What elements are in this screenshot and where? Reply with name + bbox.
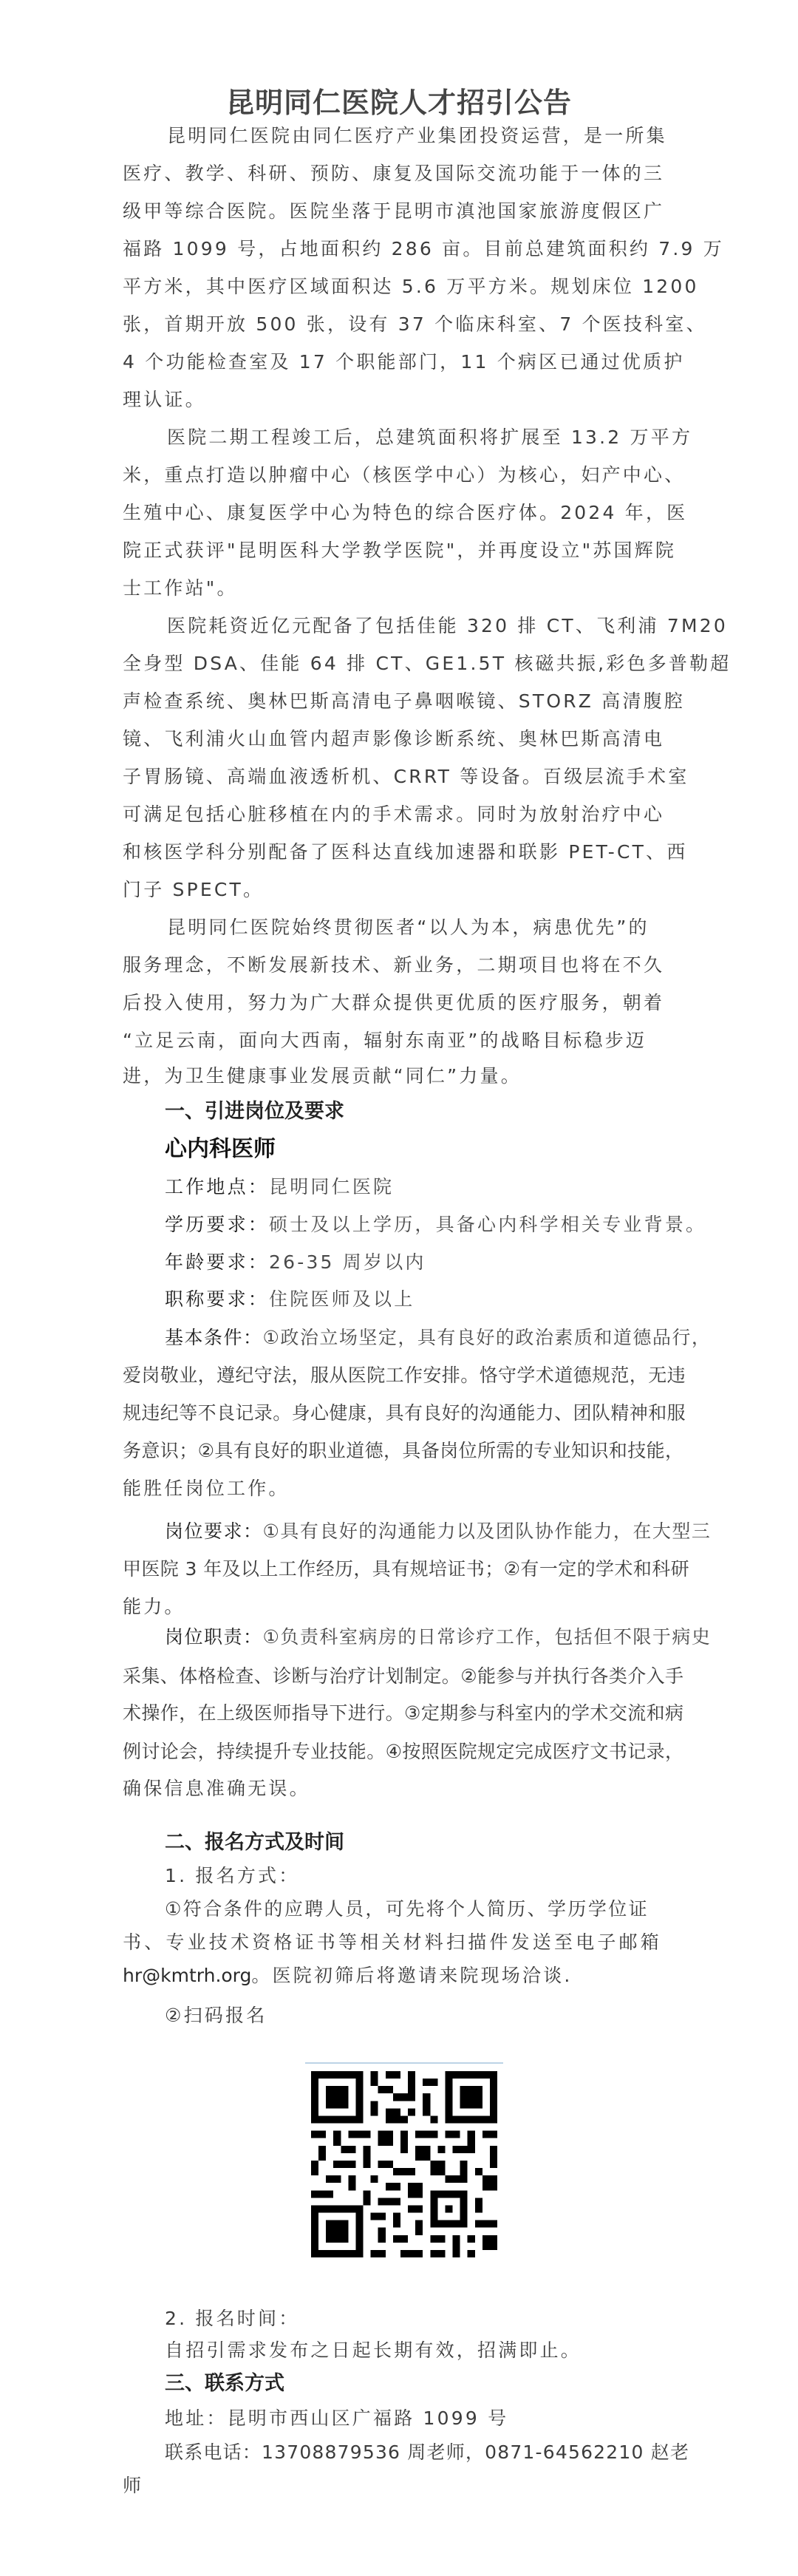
registration-method1-line: 书、专业技术资格证书等相关材料扫描件发送至电子邮箱 <box>123 1931 663 1953</box>
section-heading-contact: 三、联系方式 <box>165 2372 284 2395</box>
field-label: 岗位职责： <box>165 1626 263 1648</box>
field-label: 学历要求： <box>165 1214 270 1235</box>
intro-p2-line: 医院二期工程竣工后，总建筑面积将扩展至 13.2 万平方 <box>167 426 693 448</box>
intro-p4-line: 进，为卫生健康事业发展贡献“同仁”力量。 <box>123 1065 522 1087</box>
page-title: 昆明同仁医院人才招引公告 <box>225 86 572 119</box>
intro-p3-line: 全身型 DSA、佳能 64 排 CT、GE1.5T 核磁共振,彩色多普勒超 <box>123 653 732 674</box>
basic-conditions-line: 能胜任岗位工作。 <box>123 1478 290 1499</box>
field-label: 职称要求： <box>165 1288 270 1310</box>
contact-phone: 联系电话：13708879536 周老师，0871-64562210 赵老 <box>165 2441 690 2463</box>
job-duties-line: 确保信息准确无误。 <box>123 1778 310 1799</box>
basic-conditions-line: 爱岗敬业，遵纪守法，服从医院工作安排。恪守学术道德规范，无违 <box>123 1365 686 1386</box>
field-value: 昆明同仁医院 <box>269 1176 395 1197</box>
intro-p4-line: 昆明同仁医院始终贯彻医者“以人为本，病患优先”的 <box>167 917 649 938</box>
field-label: 工作地点： <box>165 1176 270 1197</box>
job-duties-line <box>165 1625 720 1649</box>
intro-p2-line: 院正式获评"昆明医科大学教学医院"，并再度设立"苏国辉院 <box>123 540 677 561</box>
intro-p1-line: 级甲等综合医院。医院坐落于昆明市滇池国家旅游度假区广 <box>123 200 665 222</box>
intro-p2-line: 米，重点打造以肿瘤中心（核医学中心）为核心，妇产中心、 <box>123 464 686 486</box>
basic-conditions-line: 规违纪等不良记录。身心健康，具有良好的沟通能力、团队精神和服 <box>123 1402 686 1424</box>
intro-p1-line: 4 个功能检查室及 17 个职能部门，11 个病区已通过优质护 <box>123 351 685 373</box>
contact-phone-cont: 师 <box>123 2475 144 2496</box>
field-value: ①具有良好的沟通能力以及团队协作能力，在大型三 <box>262 1520 712 1542</box>
registration-email-line <box>123 1964 678 1988</box>
intro-p1-line: 福路 1099 号，占地面积约 286 亩。目前总建筑面积约 7.9 万 <box>123 238 724 259</box>
field-work-location <box>165 1175 720 1199</box>
intro-p3-line: 子胃肠镜、高端血液透析机、CRRT 等设备。百级层流手术室 <box>123 766 689 787</box>
email-link[interactable]: hr@kmtrh.org <box>123 1965 252 1986</box>
section-heading-positions: 一、引进岗位及要求 <box>165 1100 344 1123</box>
job-duties-line: 例讨论会，持续提升专业技能。④按照医院规定完成医疗文书记录， <box>123 1741 684 1762</box>
intro-p3-line: 声检查系统、奥林巴斯高清电子鼻咽喉镜、STORZ 高清腹腔 <box>123 690 686 712</box>
registration-method1-line: ①符合条件的应聘人员，可先将个人简历、学历学位证 <box>165 1898 649 1920</box>
registration-method2: ②扫码报名 <box>165 2005 267 2026</box>
intro-p2-line: 生殖中心、康复医学中心为特色的综合医疗体。2024 年，医 <box>123 502 688 523</box>
basic-conditions-line: 务意识；②具有良好的职业道德，具备岗位所需的专业知识和技能， <box>123 1440 684 1461</box>
field-value: 26-35 周岁以内 <box>269 1251 426 1273</box>
field-title-req <box>165 1288 720 1311</box>
position-title: 心内科医师 <box>165 1136 276 1162</box>
field-age <box>165 1251 720 1274</box>
intro-p4-line: 服务理念，不断发展新技术、新业务，二期项目也将在不久 <box>123 954 665 976</box>
intro-p1-line: 张，首期开放 500 张，设有 37 个临床科室、7 个医技科室、 <box>123 313 707 335</box>
field-label: 岗位要求： <box>165 1520 263 1542</box>
intro-p3-line: 和核医学科分别配备了医科达直线加速器和联影 PET-CT、西 <box>123 841 688 863</box>
intro-p1-line: 昆明同仁医院由同仁医疗产业集团投资运营，是一所集 <box>167 125 667 146</box>
qr-code[interactable] <box>305 2062 503 2265</box>
intro-p1-line: 医疗、教学、科研、预防、康复及国际交流功能于一体的三 <box>123 163 665 184</box>
job-requirements-line <box>165 1520 720 1543</box>
intro-p3-line: 镜、飞利浦火山血管内超声影像诊断系统、奥林巴斯高清电 <box>123 728 665 750</box>
intro-p3-line: 医院耗资近亿元配备了包括佳能 320 排 CT、飞利浦 7M20 <box>167 615 728 636</box>
job-duties-line: 采集、体格检查、诊断与治疗计划制定。②能参与并执行各类介入手 <box>123 1665 684 1687</box>
intro-p3-line: 门子 SPECT。 <box>123 879 265 900</box>
intro-p1-line: 平方米，其中医疗区域面积达 5.6 万平方米。规划床位 1200 <box>123 276 699 297</box>
registration-time-text: 自招引需求发布之日起长期有效，招满即止。 <box>165 2339 582 2361</box>
field-label: 基本条件： <box>165 1327 263 1348</box>
basic-conditions-line <box>165 1326 720 1350</box>
registration-method-title: 1. 报名方式： <box>165 1865 300 1886</box>
intro-p1-line: 理认证。 <box>123 389 206 410</box>
contact-address: 地址：昆明市西山区广福路 1099 号 <box>165 2407 509 2429</box>
intro-p4-line: 后投入使用，努力为广大群众提供更优质的医疗服务，朝着 <box>123 992 665 1013</box>
field-education <box>165 1213 720 1237</box>
job-requirements-line: 甲医院 3 年及以上工作经历，具有规培证书；②有一定的学术和科研 <box>123 1558 690 1580</box>
field-label: 年龄要求： <box>165 1251 270 1273</box>
job-requirements-line: 能力。 <box>123 1596 185 1617</box>
intro-p4-line: “立足云南，面向大西南，辐射东南亚”的战略目标稳步迈 <box>123 1030 647 1051</box>
qr-code-icon <box>311 2071 497 2257</box>
intro-p2-line: 士工作站"。 <box>123 577 238 599</box>
field-value: ①政治立场坚定，具有良好的政治素质和道德品行， <box>262 1327 712 1348</box>
job-duties-line: 术操作，在上级医师指导下进行。③定期参与科室内的学术交流和病 <box>123 1702 684 1724</box>
field-value: 硕士及以上学历，具备心内科学相关专业背景。 <box>269 1214 707 1235</box>
field-value: 住院医师及以上 <box>269 1288 415 1310</box>
email-line-tail: 。医院初筛后将邀请来院现场洽谈. <box>251 1965 573 1986</box>
intro-p3-line: 可满足包括心脏移植在内的手术需求。同时为放射治疗中心 <box>123 803 665 825</box>
section-heading-registration: 二、报名方式及时间 <box>165 1831 344 1854</box>
field-value: ①负责科室病房的日常诊疗工作，包括但不限于病史 <box>262 1626 712 1648</box>
registration-time-title: 2. 报名时间： <box>165 2308 300 2329</box>
